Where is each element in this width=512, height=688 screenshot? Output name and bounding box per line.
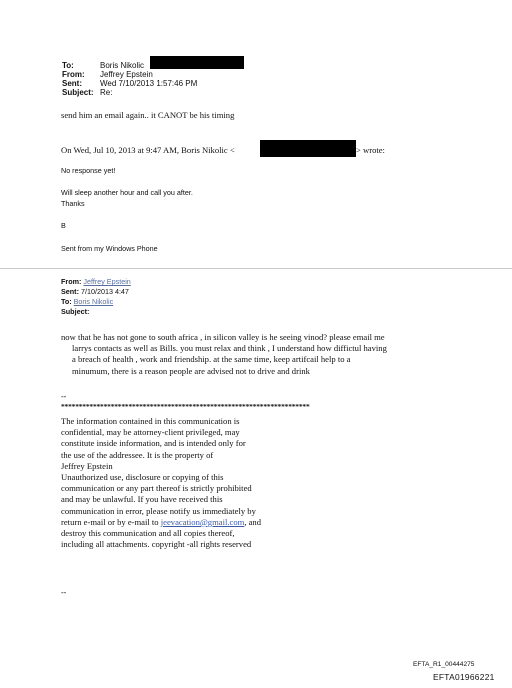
disclaimer-line-11: destroy this communication and all copies thereof, — [61, 528, 235, 539]
quoted-line-2: Will sleep another hour and call you after. — [61, 188, 193, 197]
quoted-line-1: No response yet! — [61, 166, 116, 175]
fwd-sent-value: 7/10/2013 4:47 — [80, 287, 129, 296]
quoted-line-3: Thanks — [61, 199, 85, 208]
disclaimer-line-10-pre: return e-mail or by e-mail to — [61, 516, 161, 527]
subject-label: Subject: — [62, 88, 94, 97]
fwd-to-label: To: — [61, 297, 72, 306]
disclaimer-line-1: The information contained in this communication is — [61, 416, 240, 426]
disclaimer-line-12: including all attachments. copyright -all rights reserved — [61, 539, 252, 550]
stars-separator: ********************************************************************** — [61, 402, 310, 411]
redaction-box-email — [260, 140, 356, 157]
bates-number-1: EFTA_R1_00444275 — [413, 661, 475, 668]
fwd-subject-label: Subject: — [61, 307, 90, 316]
redaction-box-to — [150, 56, 244, 69]
message-line-1: now that he has not gone to south africa , in silicon valley is he seeing vinod? please email me — [61, 332, 385, 342]
message-line-4: minumum, there is a reason people are advised not to drive and drink — [72, 365, 310, 376]
to-label: To: — [62, 61, 74, 70]
quoted-line-4: B — [61, 221, 66, 230]
fwd-from-label: From: — [61, 277, 82, 286]
message-divider — [0, 268, 512, 269]
from-label: From: — [62, 70, 85, 79]
disclaimer-line-7: communication or any part thereof is strictly prohibited — [61, 483, 252, 494]
message-line-2: larrys contacts as well as Bills. you must relax and think , I understand how diffictul having — [72, 343, 387, 354]
disclaimer-line-2: confidential, may be attorney-client privileged, may — [61, 427, 240, 438]
quoted-line-5: Sent from my Windows Phone — [61, 244, 158, 253]
to-value: Boris Nikolic — [100, 61, 145, 70]
fwd-sent-row — [61, 287, 129, 297]
end-dash: -- — [61, 588, 67, 597]
header-from-row — [62, 70, 153, 79]
disclaimer-line-6: Unauthorized use, disclosure or copying of this — [61, 472, 224, 483]
quote-wrote: > wrote: — [356, 145, 385, 155]
fwd-subject-row — [61, 307, 89, 317]
from-value: Jeffrey Epstein — [100, 70, 153, 79]
quote-intro — [61, 145, 235, 155]
sig-dash: -- — [61, 392, 67, 401]
message-body — [61, 332, 387, 377]
reply-text: send him an email again.. it CANOT be his timing — [61, 110, 235, 120]
disclaimer-line-8: and may be unlawful. If you have received this — [61, 494, 223, 505]
disclaimer-line-3: constitute inside information, and is intended only for — [61, 438, 246, 449]
subject-value: Re: — [100, 88, 113, 97]
disclaimer-line-4: the use of the addressee. It is the property of — [61, 449, 214, 460]
disclaimer-line-5: Jeffrey Epstein — [61, 460, 113, 471]
sent-value: Wed 7/10/2013 1:57:46 PM — [100, 79, 198, 88]
disclaimer — [61, 416, 261, 550]
fwd-from-row — [61, 277, 131, 287]
header-to-row — [62, 61, 144, 70]
fwd-sent-label: Sent: — [61, 287, 79, 296]
disclaimer-line-10-post: , and — [244, 516, 262, 527]
email-link[interactable]: jeevacation@gmail.com — [160, 516, 245, 527]
disclaimer-line-10 — [61, 517, 261, 528]
message-line-3: a breach of health , work and friendship. at the same time, keep artifcail help to a — [72, 354, 351, 365]
fwd-from-link[interactable]: Jeffrey Epstein — [83, 277, 131, 286]
disclaimer-line-9: communication in error, please notify us immediately by — [61, 505, 256, 516]
header-subject-row — [62, 88, 112, 97]
header-sent-row — [62, 79, 197, 88]
bates-number-2: EFTA01966221 — [433, 672, 495, 682]
fwd-to-link[interactable]: Boris Nikolic — [73, 297, 114, 306]
fwd-to-row — [61, 297, 113, 307]
sent-label: Sent: — [62, 79, 82, 88]
quote-intro-text: On Wed, Jul 10, 2013 at 9:47 AM, Boris Nikolic < — [61, 145, 235, 155]
